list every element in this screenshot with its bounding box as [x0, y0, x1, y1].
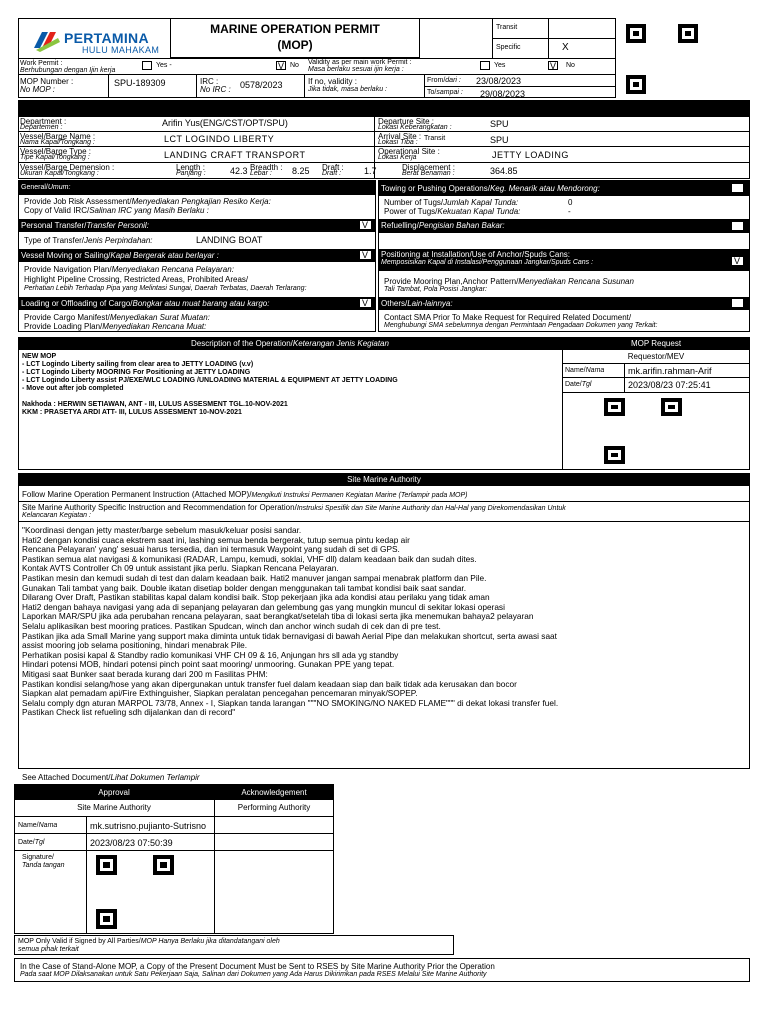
general-header: General/Umum:	[18, 180, 376, 195]
towing-header: Towing or Pushing Operations/Keg. Menarik atau Mendorong:	[378, 180, 750, 196]
note-line: Kontak AVTS Controller Ch 09 untuk assistant jika perlu. Siapkan Rencana Pelayaran.	[22, 563, 339, 574]
nav-item-2-it: Perhatian Lebih Terhadap Pipa yang Melintasi Sungai, Daerah Terbatas, Daerah Terlarang:	[24, 285, 307, 292]
note-line: Selalu comply dgn aturan MARPOL 73/78, Annex - I, Siapkan tanda larangan """NO SMOKING/NO NAKED FLAME""" di dekat lokasi transfer fuel.	[22, 697, 559, 708]
desc-line: NEW MOP	[22, 353, 57, 360]
vessel-value: LCT LOGINDO LIBERTY	[164, 134, 275, 144]
sma-r2	[18, 521, 750, 522]
breadth-label-it: Lebar :	[250, 170, 272, 177]
dept-label: Department :	[20, 117, 67, 126]
appr-name-label: Name/Nama	[18, 822, 58, 829]
dept-value: Arifin Yus(ENG/CST/OPT/SPU)	[162, 118, 288, 128]
positioning-title-it: Memposisikan Kapal di Instalasi/Penggunaan Jangkar/Spuds Cans :	[381, 259, 594, 266]
description-body	[22, 353, 558, 417]
validity-note-2: semua pihak terkait	[18, 946, 79, 953]
loading-header: Loading or Offloading of Cargo/Bongkar atau muat barang atau kargo:	[18, 297, 376, 310]
cargo-item-2: Provide Loading Plan/Menyediakan Rencana Muat:	[24, 322, 207, 331]
type-of-transfer-label: Type of Transfer/Jenis Perpindahan:	[24, 236, 153, 245]
vessel-label-it: Nama Kapal/Tongkang :	[20, 139, 95, 146]
dim-label-it: Ukuran Kapal/Tongkang :	[20, 170, 99, 177]
from-label: From/dari :	[427, 77, 461, 84]
from-value: 23/08/2023	[476, 76, 522, 86]
brand-name: PERTAMINA	[64, 30, 149, 46]
sma-follow: Follow Marine Operation Permanent Instruction (Attached MOP)/Mengikuti Instruksi Permanen Kegiatan Marine (Terlampir pada MOP)	[22, 490, 468, 499]
note-line: Pastikan kondisi selang/hose yang akan dipergunakan untuk transfer fuel dalam keadaan siap dan baik tidak ada kerusakan dan bocor	[22, 678, 517, 689]
cargo-item-1: Provide Cargo Manifest/Menyediakan Surat Muatan:	[24, 313, 210, 322]
req-date-value: 2023/08/23 07:25:41	[628, 380, 711, 390]
sma-header: Site Marine Authority	[18, 473, 750, 486]
description-header: Description of the Operation/Keterangan Jenis Kegiatan	[18, 337, 562, 350]
mop-col-div	[108, 74, 109, 98]
mop-number-label-it: No MOP :	[20, 85, 55, 94]
transit-col-divider	[548, 18, 549, 58]
work-permit-no-label: No	[290, 62, 299, 69]
breadth-value: 8.25	[292, 166, 310, 176]
sma-notes	[22, 526, 748, 718]
dep-site-label: Departure Site :	[378, 117, 435, 126]
sma-specific: Site Marine Authority Specific Instruction and Recommendation for Operation/Instruksi Spesifik dan Site Marine Authority dan Hal-Hal yang Direkomendasikan Untuk	[22, 503, 566, 512]
pertamina-logo-icon	[32, 28, 62, 52]
appr-sig-label-it: Tanda tangan	[22, 862, 65, 869]
request-qr-code	[602, 396, 684, 466]
note-line: assist mooring job selama positioning, hindari menabrak Pile.	[22, 640, 248, 651]
transit-divider	[492, 38, 616, 39]
arr-site-label: Arrival Site :	[378, 132, 422, 141]
note-line: Pastikan mesin dan kemudi sudah di test dan dalam keadaan baik. Hati2 manuver jangan sampai menabrak platform dan Pile.	[22, 572, 487, 583]
op-site-label: Operational Site :	[378, 147, 440, 156]
transit-label: Transit	[496, 24, 518, 31]
tugs-number-value: 0	[568, 198, 573, 207]
signature-qr-code	[94, 853, 176, 931]
appr-label-div	[86, 816, 87, 934]
breadth-label: Breadth :	[250, 163, 283, 172]
irc-col-div	[196, 74, 197, 98]
personal-transfer-header: Personal Transfer/Transfer Personil:	[18, 219, 376, 232]
type-of-transfer-value: LANDING BOAT	[196, 235, 263, 245]
note-line: Pastikan Check list refueling sdh dijalankan dan di record"	[22, 707, 236, 718]
mop-request-header: MOP Request	[562, 337, 750, 350]
arr-site-value: SPU	[490, 135, 509, 145]
appr-r1	[14, 816, 334, 817]
to-label: To/sampai :	[427, 89, 463, 96]
op-site-label-it: Lokasi Kerja	[378, 154, 417, 161]
validity-yes-label: Yes	[494, 62, 506, 69]
tugs-power-value: -	[568, 207, 571, 216]
note-line: Hati2 dengan bahaya navigasi yang ada di sepanjang pelayaran dan gelembung gas yang mungkin muncul di sekitar lokasi operasi	[22, 601, 505, 612]
req-name-label: Name/Nama	[565, 367, 605, 374]
standalone-note-it: Pada saat MOP Dilaksanakan untuk Satu Pekerjaan Saja, Salinan dari Dokumen yang Ada Harus Dikirimkan pada RSES Melalui Site Marine Authority	[20, 971, 487, 978]
ifno-col-div	[304, 74, 305, 98]
others-checkbox[interactable]	[732, 299, 743, 307]
page-title-abbr: (MOP)	[277, 38, 313, 52]
length-value: 42.3	[230, 166, 248, 176]
note-line: Pastikan semua alat navigasi & komunikasi (RADAR, Lampu, kemudi, soklai, VHF dll) dalam keadaan baik dan sudah dites.	[22, 553, 477, 564]
specific-label: Specific	[496, 44, 521, 51]
mop-number-label: MOP Number :	[20, 77, 74, 86]
draft-value: 1.7	[364, 166, 377, 176]
draft-label: Draft :	[322, 163, 344, 172]
note-line: Perhatikan posisi kapal & Standby radio komunikasi VHF CH 09 & 16, Anjungan hrs sll ada yg standby	[22, 649, 399, 660]
irc-value: 0578/2023	[240, 80, 283, 90]
length-label: Length :	[176, 163, 205, 172]
positioning-title: Positioning at Installation/Use of Anchor/Spuds Cans:	[381, 250, 570, 259]
tugs-power-label: Power of Tugs/Kekuatan Kapal Tunda:	[384, 207, 521, 216]
header-qr-code	[624, 22, 700, 96]
req-date-label: Date/Tgl	[565, 381, 592, 388]
validity-label-it: Masa berlaku sesuai ijin kerja :	[308, 66, 404, 73]
type-label-it: Tipe Kapal/Tongkang :	[20, 154, 90, 161]
approval-pa: Performing Authority	[237, 803, 311, 812]
pertamina-logo	[32, 26, 162, 56]
note-line: Gunakan Tali tambat yang baik. Double ikatan disetiap bolder dengan menggunakan tali tambat kondisi baik saat sandar.	[22, 582, 467, 593]
req-r3	[562, 392, 750, 393]
appr-date-value: 2023/08/23 07:50:39	[90, 838, 173, 848]
loading-mark: V	[362, 298, 369, 308]
desc-line: - Move out after job completed	[22, 385, 124, 392]
others-header: Others/Lain-lainnya:	[378, 297, 750, 310]
brand-sub: HULU MAHAKAM	[82, 45, 160, 55]
note-line: Mitigasi saat Bunker saat berada kurang dari 200 m Fasilitas PHM:	[22, 668, 268, 679]
appr-sig-label: Signature/	[22, 854, 54, 861]
standalone-note-box	[14, 958, 750, 982]
irc-label-it: No IRC :	[200, 85, 231, 94]
approval-sma: Site Marine Authority	[77, 803, 151, 812]
sma-specific-2: Kelancaran Kegiatan :	[22, 512, 91, 519]
validity-note: MOP Only Valid if Signed by All Parties/MOP Hanya Berlaku jika ditandatangani oleh	[18, 938, 280, 945]
desc-line: - LCT Logindo Liberty assist PJ/EXE/WLC LOADING /UNLOADING MATERIAL & EQUIPMENT AT JETTY LOADING	[22, 377, 398, 384]
req-r2	[562, 377, 750, 378]
req-name-value: mk.arifin.rahman-Arif	[628, 366, 712, 376]
note-line: "Koordinasi dengan jetty master/barge sebelum masuk/keluar posisi sandar.	[22, 525, 302, 535]
work-permit-yes-label: Yes -	[156, 62, 172, 69]
section-band	[18, 100, 750, 116]
personal-transfer-mark: V	[362, 220, 369, 230]
type-label: Vessel/Barge Type :	[20, 147, 92, 156]
dim-label: Vessel/Barge Demension :	[20, 163, 115, 172]
vessel-label: Vessel/Barge Name :	[20, 132, 96, 141]
dep-site-label-it: Lokasi Keberangkatan :	[378, 124, 452, 131]
see-attached: See Attached Document/Lihat Dokumen Terlampir	[22, 773, 200, 782]
req-col-div	[624, 363, 625, 392]
note-line: Rencana Pelayaran' yang' sesuai harus tersedia, dan ini termasuk Waypoint yang sudah di set di GPS.	[22, 544, 400, 555]
appr-name-value: mk.sutrisno.pujianto-Sutrisno	[90, 821, 207, 831]
appr-r2	[14, 833, 334, 834]
work-permit-label: Work Permit :	[20, 60, 63, 67]
validity-note-box	[14, 935, 454, 955]
validity-no-mark: V	[550, 61, 557, 71]
general-item-1: Provide Job Risk Assessment/Menyediakan Pengkajian Resiko Kerja:	[24, 197, 271, 206]
op-site-value: JETTY LOADING	[492, 150, 569, 160]
irc-label: IRC :	[200, 77, 219, 86]
nav-item-2: Highlight Pipeline Crossing, Restricted Areas, Prohibited Areas/	[24, 275, 249, 284]
note-line: Laporkan MAR/SPU jika ada perubahan rencana pelayaran, saat berangkat/setelah tiba di lokasi serta jika menemukan bahaya2 pelayaran	[22, 611, 534, 622]
tugs-number-label: Number of Tugs/Jumlah Kapal Tunda:	[384, 198, 519, 207]
note-line: Siapkan alat pemadam api/Fire Exthinguisher, Siapkan peralatan pencegahan pencemaran minyak/SOPEP.	[22, 688, 418, 699]
arr-site-label-it: Lokasi Tiba :	[378, 139, 418, 146]
to-value: 29/08/2023	[480, 89, 526, 99]
others-item-it: Menghubungi SMA sebelumnya dengan Permintaan Pengadaan Dokumen yang Terkait:	[384, 322, 658, 329]
disp-label: Displacement :	[402, 163, 455, 172]
validity-no-label: No	[566, 62, 575, 69]
length-label-it: Panjang :	[176, 170, 206, 177]
dep-site-value: SPU	[490, 119, 509, 129]
note-line: Hindari potensi MOB, hindari potensi pinch point saat mooring/ unmooring. Gunakan PPE yang tepat.	[22, 659, 395, 670]
disp-value: 364.85	[490, 166, 518, 176]
refuelling-checkbox[interactable]	[732, 222, 743, 230]
desc-line: KKM : PRASETYA ARDI ATT- III, LULUS ASSESMENT 10-NOV-2021	[22, 409, 242, 416]
work-permit-no-mark: V	[278, 61, 285, 71]
dept-label-it: Departemen :	[20, 124, 63, 131]
desc-line: - LCT Logindo Liberty sailing from clear area to JETTY LOADING (v.v)	[22, 361, 254, 368]
sma-r1	[18, 501, 750, 502]
ack-header: Acknowledgement	[214, 784, 334, 800]
appr-r3	[14, 850, 334, 851]
appr-date-label: Date/Tgl	[18, 839, 45, 846]
refuelling-header: Refuelling/Pengisian Bahan Bakar:	[378, 219, 750, 233]
desc-line: - LCT Logindo Liberty MOORING For Positioning at JETTY LOADING	[22, 369, 251, 376]
vessel-moving-mark: V	[362, 250, 369, 260]
desc-line: Nakhoda : HERWIN SETIAWAN, ANT - III, LULUS ASSESMENT TGL.10-NOV-2021	[22, 401, 288, 408]
req-r1	[562, 363, 750, 364]
type-value: LANDING CRAFT TRANSPORT	[164, 150, 306, 160]
requestor-label: Requestor/MEV	[627, 352, 685, 361]
general-item-2: Copy of Valid IRC/Salinan IRC yang Masih Berlaku :	[24, 206, 209, 215]
validity-label: Validity as per main work Permit :	[308, 59, 412, 66]
validity-yes-checkbox[interactable]	[480, 61, 490, 70]
specific-mark: X	[562, 42, 569, 53]
others-item: Contact SMA Prior To Make Request for Required Related Document/	[384, 313, 632, 322]
mooring-plan-label: Provide Mooring Plan,Anchor Pattern/Menyediakan Rencana Susunan	[384, 277, 634, 286]
note-line: Hati2 dengan kondisi cuaca ekstrem saat ini, lashing semua benda bergerak, tutup semua pintu kedap air	[22, 534, 410, 545]
work-permit-label-it: Berhubungan dengan Ijin kerja	[20, 67, 116, 74]
note-line: Pastikan jika ada Small Marine yang support maka diminta untuk tidak bernavigasi di bawah Aerial Pipe dan melakukan shortcut, serta awasi saat	[22, 630, 557, 641]
page-title: MARINE OPERATION PERMIT	[210, 22, 380, 36]
disp-label-it: Berat Benaman :	[402, 170, 455, 177]
nav-item-1: Provide Navigation Plan/Menyediakan Rencana Pelayaran:	[24, 265, 234, 274]
note-line: Selalu aplikasikan best mooring pratices. Pastikan Spudcan, winch dan anchor winch sudah di cek dan di pre test.	[22, 620, 441, 631]
draft-label-it: Draft :	[322, 170, 342, 177]
towing-checkbox[interactable]	[732, 184, 743, 192]
positioning-mark: V	[734, 256, 741, 266]
positioning-header	[378, 249, 750, 271]
mop-number-value: SPU-189309	[114, 78, 166, 88]
work-permit-yes-checkbox[interactable]	[142, 61, 152, 70]
note-line: Dilarang Over Draft, Pastikan stabilitas kapal dalam kondisi baik. Stop pekerjaan jika ada kondisi atau perilaku yang tidak aman	[22, 592, 490, 603]
ifno-label: If no, validity :	[308, 77, 357, 86]
vessel-moving-header: Vessel Moving or Sailing/Kapal Bergerak atau berlayar :	[18, 249, 376, 262]
approval-header: Approval	[14, 784, 214, 800]
info-r3	[18, 162, 750, 163]
mooring-plan-label-2: Tali Tambat, Pola Posisi Jangkar:	[384, 286, 487, 293]
arr-transit: Transit	[424, 135, 446, 142]
standalone-note: In the Case of Stand-Alone MOP, a Copy of the Present Document Must be Sent to RSES by Site Marine Authority Prior the Operation	[20, 962, 495, 971]
ifno-label-it: Jika tidak, masa berlaku :	[308, 86, 387, 93]
